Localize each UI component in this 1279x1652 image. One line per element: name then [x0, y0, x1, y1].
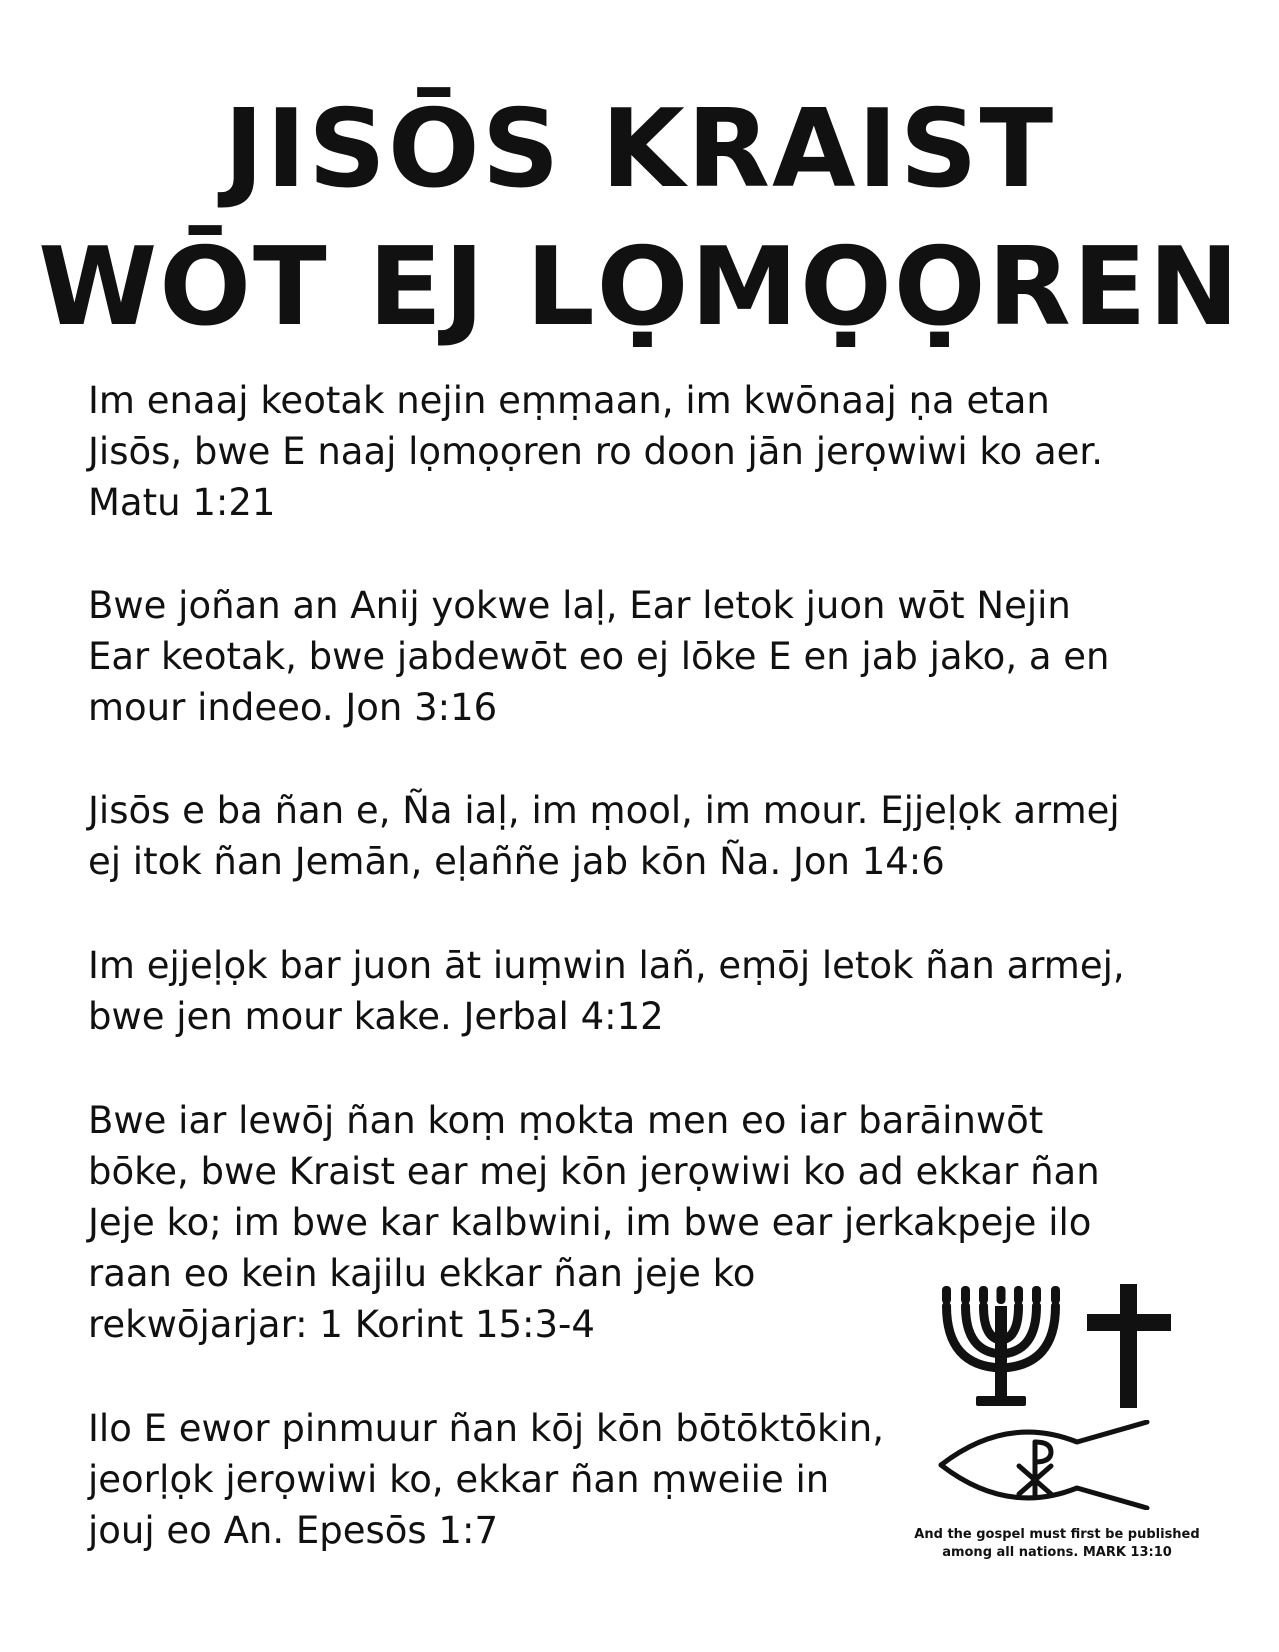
verse-line: jouj eo An. Epesōs 1:7	[88, 1509, 498, 1552]
verse-line: Bwe iar lewōj ñan koṃ ṃokta men eo iar barāinwōt	[88, 1099, 1044, 1142]
verse-line: jeorḷọk jerọwiwi ko, ekkar ñan ṃweiie in	[88, 1458, 830, 1501]
verse-line: raan eo kein kajilu ekkar ñan jeje ko	[88, 1252, 756, 1295]
page-title-line-2: WŌT EJ LỌMỌỌREN	[38, 225, 1241, 350]
cross-icon	[1087, 1284, 1171, 1408]
verse-line: Ear keotak, bwe jabdewōt eo ej lōke E en jab jako, a en	[88, 635, 1110, 678]
verse-line: rekwōjarjar: 1 Korint 15:3-4	[88, 1303, 595, 1346]
caption-line: among all nations. MARK 13:10	[942, 1545, 1172, 1560]
verse-jerbal-4-12	[88, 940, 1188, 1042]
verse-line: Jeje ko; im bwe kar kalbwini, im bwe ear jerkakpeje ilo	[88, 1201, 1092, 1244]
verse-line: Ilo E ewor pinmuur ñan kōj kōn bōtōktōkin,	[88, 1407, 884, 1450]
verse-line: Matu 1:21	[88, 481, 276, 524]
verse-line: bwe jen mour kake. Jerbal 4:12	[88, 995, 664, 1038]
verse-jon-3-16	[88, 580, 1188, 733]
verse-matu-1-21	[88, 375, 1188, 528]
page-title-line-1: JISŌS KRAIST	[223, 87, 1056, 212]
verse-line: Jisōs e ba ñan e, Ña iaḷ, im ṃool, im mour. Ejjeḷọk armej	[88, 789, 1120, 832]
verse-line: Im enaaj keotak nejin eṃṃaan, im kwōnaaj ṇa etan	[88, 379, 1050, 422]
verse-jon-14-6	[88, 785, 1188, 887]
verse-line: ej itok ñan Jemān, eḷaññe jab kōn Ña. Jon 14:6	[88, 840, 945, 883]
verse-line: Jisōs, bwe E naaj lọmọọren ro doon jān jerọwiwi ko aer.	[88, 430, 1103, 473]
menorah-icon	[938, 1284, 1064, 1408]
ichthys-chi-rho-icon	[937, 1420, 1167, 1510]
caption-line: And the gospel must first be published	[914, 1527, 1200, 1542]
verse-line: Bwe joñan an Anij yokwe laḷ, Ear letok juon wōt Nejin	[88, 584, 1071, 627]
scripture-caption	[912, 1526, 1202, 1562]
verse-line: mour indeeo. Jon 3:16	[88, 686, 498, 729]
verse-line: Im ejjeḷọk bar juon āt iuṃwin lañ, eṃōj letok ñan armej,	[88, 944, 1125, 987]
verse-line: bōke, bwe Kraist ear mej kōn jerọwiwi ko ad ekkar ñan	[88, 1150, 1100, 1193]
